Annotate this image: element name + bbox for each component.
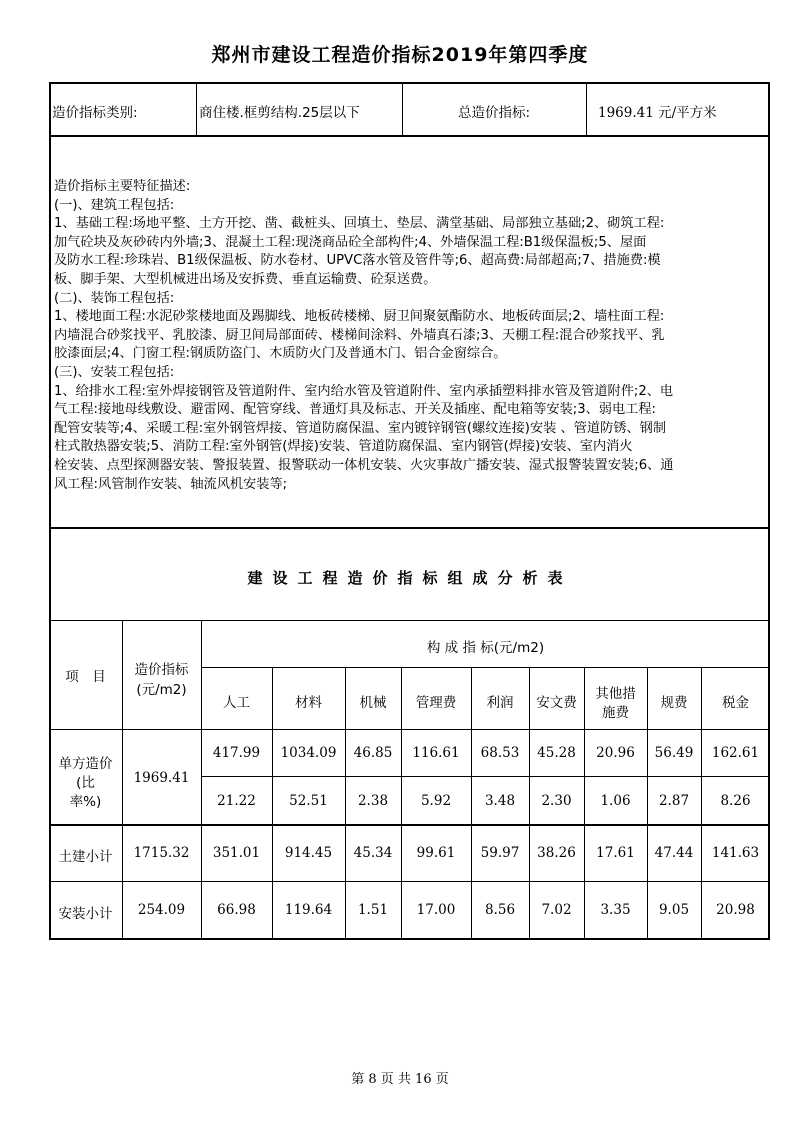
description-line: 及防水工程:珍珠岩、B1级保温板、防水卷材、UPVC落水管及管件等;6、超高费:局部超高;7、措施费:模	[54, 253, 661, 269]
install-cell: 66.98	[217, 902, 256, 918]
column-header: 利润	[486, 695, 514, 711]
column-header: 规费	[660, 695, 688, 711]
column-header-other-line1: 其他措	[595, 686, 636, 702]
install-cell: 9.05	[658, 902, 690, 918]
ratio-cell: 21.22	[217, 793, 256, 809]
category-label: 造价指标类别:	[52, 105, 138, 121]
unit-row-index: 1969.41	[133, 770, 190, 786]
description-line: 柱式散热器安装;5、消防工程:室外钢管(焊接)安装、管道防腐保温、室内钢管(焊接)安装、室内消火	[54, 439, 633, 455]
divider	[586, 82, 587, 137]
unit-cost-cell: 116.61	[412, 745, 460, 761]
unit-cost-cell: 68.53	[480, 745, 520, 761]
index-header-line2: (元/m2)	[136, 682, 187, 698]
unit-row-label-1: 单方造价	[58, 756, 113, 772]
divider	[201, 667, 770, 668]
description-line: (一)、建筑工程包括:	[54, 197, 175, 213]
install-cell: 20.98	[716, 902, 755, 918]
divider	[49, 881, 770, 882]
divider	[49, 729, 770, 730]
divider	[201, 776, 770, 777]
install-cell: 3.35	[600, 902, 631, 918]
composition-header: 构 成 指 标(元/m2)	[426, 640, 545, 656]
civil-cell: 914.45	[284, 845, 333, 861]
install-index: 254.09	[137, 902, 186, 918]
civil-cell: 45.34	[353, 845, 393, 861]
description-line: 气工程:接地母线敷设、避雷网、配管穿线、普通灯具及标志、开关及插座、配电箱等安装;3、弱电工程:	[54, 402, 656, 418]
ratio-cell: 2.38	[357, 793, 389, 809]
description-line: (三)、安装工程包括:	[54, 364, 175, 380]
unit-cost-cell: 46.85	[353, 745, 393, 761]
page-title: 郑州市建设工程造价指标2019年第四季度	[211, 44, 589, 66]
item-header: 项 目	[65, 669, 106, 685]
column-header: 安文费	[536, 695, 577, 711]
column-header: 机械	[359, 695, 387, 711]
analysis-box	[49, 527, 770, 940]
column-header: 管理费	[415, 695, 457, 711]
civil-cell: 141.63	[711, 845, 760, 861]
description-line: 1、给排水工程:室外焊接钢管及管道附件、室内给水管及管道附件、室内承插塑料排水管及管道附件;2、电	[54, 383, 674, 399]
divider	[49, 824, 770, 826]
description-line: 板、脚手架、大型机械进出场及安拆费、垂直运输费、砼泵送费。	[54, 271, 437, 287]
unit-cost-cell: 20.96	[596, 745, 635, 761]
unit-cost-cell: 417.99	[212, 745, 261, 761]
description-line: 1、楼地面工程:水泥砂浆楼地面及踢脚线、地板砖楼梯、厨卫间聚氨酯防水、地板砖面层;2、墙柱面工程:	[54, 309, 665, 325]
civil-cell: 17.61	[596, 845, 635, 861]
civil-cell: 38.26	[537, 845, 576, 861]
index-header-line1: 造价指标	[134, 662, 189, 678]
unit-row-label-3: 率%)	[69, 794, 102, 810]
civil-cell: 351.01	[212, 845, 261, 861]
unit-cost-cell: 1034.09	[280, 745, 337, 761]
ratio-cell: 2.87	[658, 793, 690, 809]
civil-index: 1715.32	[133, 845, 190, 861]
civil-label: 土建小计	[58, 849, 113, 865]
description-line: 造价指标主要特征描述:	[54, 179, 191, 194]
page-footer: 第 8 页 共 16 页	[351, 1072, 449, 1087]
column-header-other-line2: 施费	[602, 705, 629, 721]
unit-row-label-2: (比	[76, 775, 95, 791]
description-line: 栓安装、点型探测器安装、警报装置、报警联动一体机安装、火灾事故广播安装、湿式报警装置安装;6、通	[54, 457, 674, 473]
description-line: 胶漆面层;4、门窗工程:钢质防盗门、木质防火门及普通木门、铝合金窗综合。	[54, 346, 507, 362]
ratio-cell: 1.06	[600, 793, 631, 809]
description-line: 加气砼块及灰砂砖内外墙;3、混凝土工程:现浇商品砼全部构件;4、外墙保温工程:B1级保温板;5、屋面	[54, 234, 647, 250]
divider	[49, 620, 770, 621]
analysis-title: 建设工程造价指标组成分析表	[247, 569, 573, 587]
install-cell: 119.64	[284, 902, 333, 918]
column-header: 人工	[223, 695, 250, 711]
unit-cost-cell: 162.61	[711, 745, 760, 761]
total-label: 总造价指标:	[457, 105, 531, 121]
description-line: 配管安装等;4、采暖工程:室外钢管焊接、管道防腐保温、室内镀锌钢管(螺纹连接)安装 、管道防锈、钢制	[54, 420, 667, 436]
install-cell: 8.56	[484, 902, 516, 918]
install-cell: 17.00	[416, 902, 456, 918]
unit-cost-cell: 45.28	[537, 745, 576, 761]
description-text	[54, 178, 766, 494]
description-line: 内墙混合砂浆找平、乳胶漆、厨卫间局部面砖、楼梯间涂料、外墙真石漆;3、天棚工程:混合砂浆找平、乳	[54, 327, 665, 343]
total-value: 1969.41 元/平方米	[598, 105, 717, 121]
divider	[196, 82, 197, 137]
description-line: (二)、装饰工程包括:	[54, 290, 175, 306]
description-line: 1、基础工程:场地平整、土方开挖、凿、截桩头、回填土、垫层、满堂基础、局部独立基础;2、砌筑工程:	[54, 216, 665, 232]
column-header: 材料	[295, 695, 322, 711]
ratio-cell: 3.48	[484, 793, 516, 809]
ratio-cell: 2.30	[541, 793, 572, 809]
install-cell: 1.51	[357, 902, 389, 918]
description-line: 风工程:风管制作安装、轴流风机安装等;	[54, 476, 288, 492]
divider	[201, 620, 202, 940]
civil-cell: 47.44	[654, 845, 694, 861]
category-value: 商住楼.框剪结构.25层以下	[199, 105, 360, 121]
install-cell: 7.02	[541, 902, 572, 918]
install-label: 安装小计	[58, 906, 113, 922]
ratio-cell: 5.92	[420, 793, 452, 809]
column-header: 税金	[722, 695, 749, 711]
ratio-cell: 8.26	[720, 793, 751, 809]
unit-cost-cell: 56.49	[654, 745, 694, 761]
civil-cell: 99.61	[416, 845, 456, 861]
civil-cell: 59.97	[480, 845, 520, 861]
ratio-cell: 52.51	[289, 793, 328, 809]
